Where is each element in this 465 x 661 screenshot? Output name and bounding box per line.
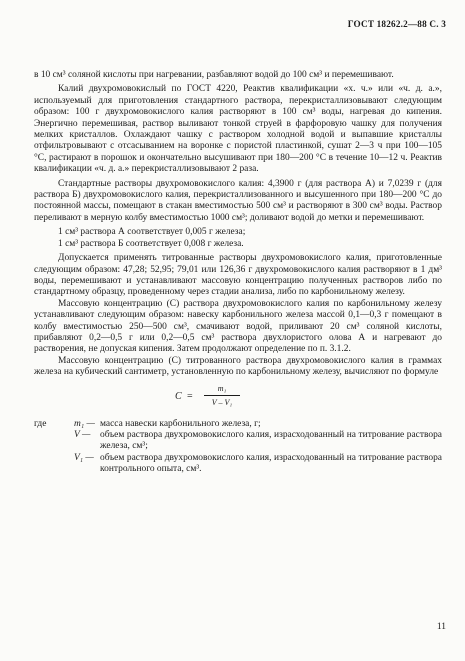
definition-symbol: m₁ —: [74, 418, 95, 429]
paragraph-reagent: Калий двухромовокислый по ГОСТ 4220, Реактив квалификации «х. ч.» или «ч. д. а.», используемый для приготовления стандартного раствора, перекристаллизовывают следующим образом: 100 г двухромовокислого калия растворяют в 100 см³ воды, нагревая до кипения. Энергично перемешивая, раствор выливают тонкой струей в фарфоровую чашку для получения мелких кристаллов. Охлаждают чашку с раствором холодной водой и выпавшие кристаллы отфильтровывают с отсасыванием на воронке с пористой пластинкой, сушат 2—3 ч при 100—105 °С, растирают в порошок и окончательно высушивают при 180—200 °С в течение 10—12 ч. Реактив квалификации «ч. д. а.» перекристаллизовывают 2 раза.: [34, 84, 442, 175]
formula-numerator: m₁: [204, 383, 240, 396]
document-body: [34, 70, 442, 476]
paragraph-formula-intro: Массовую концентрацию (С) титрованного раствора двухромовокислого калия в граммах железа на кубический сантиметр, установленную по карбонильному железу, вычисляют по формуле: [34, 355, 442, 378]
equivalence-a: 1 см³ раствора А соответствует 0,005 г железа;: [58, 227, 246, 238]
equivalence-b: 1 см³ раствора Б соответствует 0,008 г железа.: [58, 238, 244, 249]
page-number: 11: [436, 622, 446, 632]
definition-item: [34, 453, 442, 476]
definition-text: масса навески карбонильного железа, г;: [100, 418, 261, 429]
definition-text: объем раствора двухромовокислого калия, израсходованный на титрование раствора контрольного опыта, см³.: [100, 452, 442, 475]
formula-fraction: [204, 383, 240, 409]
definition-symbol: V₁ —: [74, 452, 94, 463]
formula-denominator: V – V₁: [211, 397, 233, 407]
definition-item: [34, 430, 442, 453]
variable-definitions: [34, 419, 442, 476]
paragraph-continuation: в 10 см³ соляной кислоты при нагревании, разбавляют водой до 100 см³ и перемешивают.: [34, 70, 394, 80]
definition-text: объем раствора двухромовокислого калия, израсходованный на титрование раствора железа, см³;: [100, 429, 442, 452]
formula-lhs: C: [175, 390, 182, 402]
page-header: ГОСТ 18262.2—88 С. 3: [347, 19, 446, 29]
definition-symbol: V —: [74, 429, 91, 440]
paragraph-standard-solutions: Стандартные растворы двухромовокислого калия: 4,3900 г (для раствора А) и 7,0239 г (для раствора Б) двухромовокислого калия, перекристаллизованного и высушенного при 180—200 °С до постоянной массы, помещают в стакан вместимостью 500 см³ и растворяют в 300 см³ воды. Раствор переливают в мерную колбу вместимостью 1000 см³; доливают водой до метки и перемешивают.: [34, 178, 442, 223]
definition-item: [34, 419, 442, 430]
paragraph-titrated-solutions: Допускается применять титрованные растворы двухромовокислого калия, приготовленные следующим образом: 47,28; 52,95; 79,01 или 126,36 г двухромовокислого калия растворяют в 1 дм³ воды, перемешивают и устанавливают массовую концентрацию полученных растворов либо по стандартному образцу, проведенному через стадии анализа, либо по карбонильному железу.: [34, 253, 442, 298]
formula: [34, 381, 442, 415]
formula-equals: =: [187, 390, 193, 402]
paragraph-mass-concentration-setup: Массовую концентрацию (С) раствора двухромовокислого калия по карбонильному железу устанавливают следующим образом: навеску карбонильного железа массой 0,1—0,3 г помещают в колбу вместимостью 250—500 см³, смачивают водой, приливают 20 см³ соляной кислоты, прибавляют 0,2—0,5 г или 0,2—0,5 см³ раствора двухлористого олова А и нагревают до растворения, не допуская кипения. Затем продолжают определение по п. 3.1.2.: [34, 298, 442, 355]
definition-label: где: [34, 418, 47, 429]
